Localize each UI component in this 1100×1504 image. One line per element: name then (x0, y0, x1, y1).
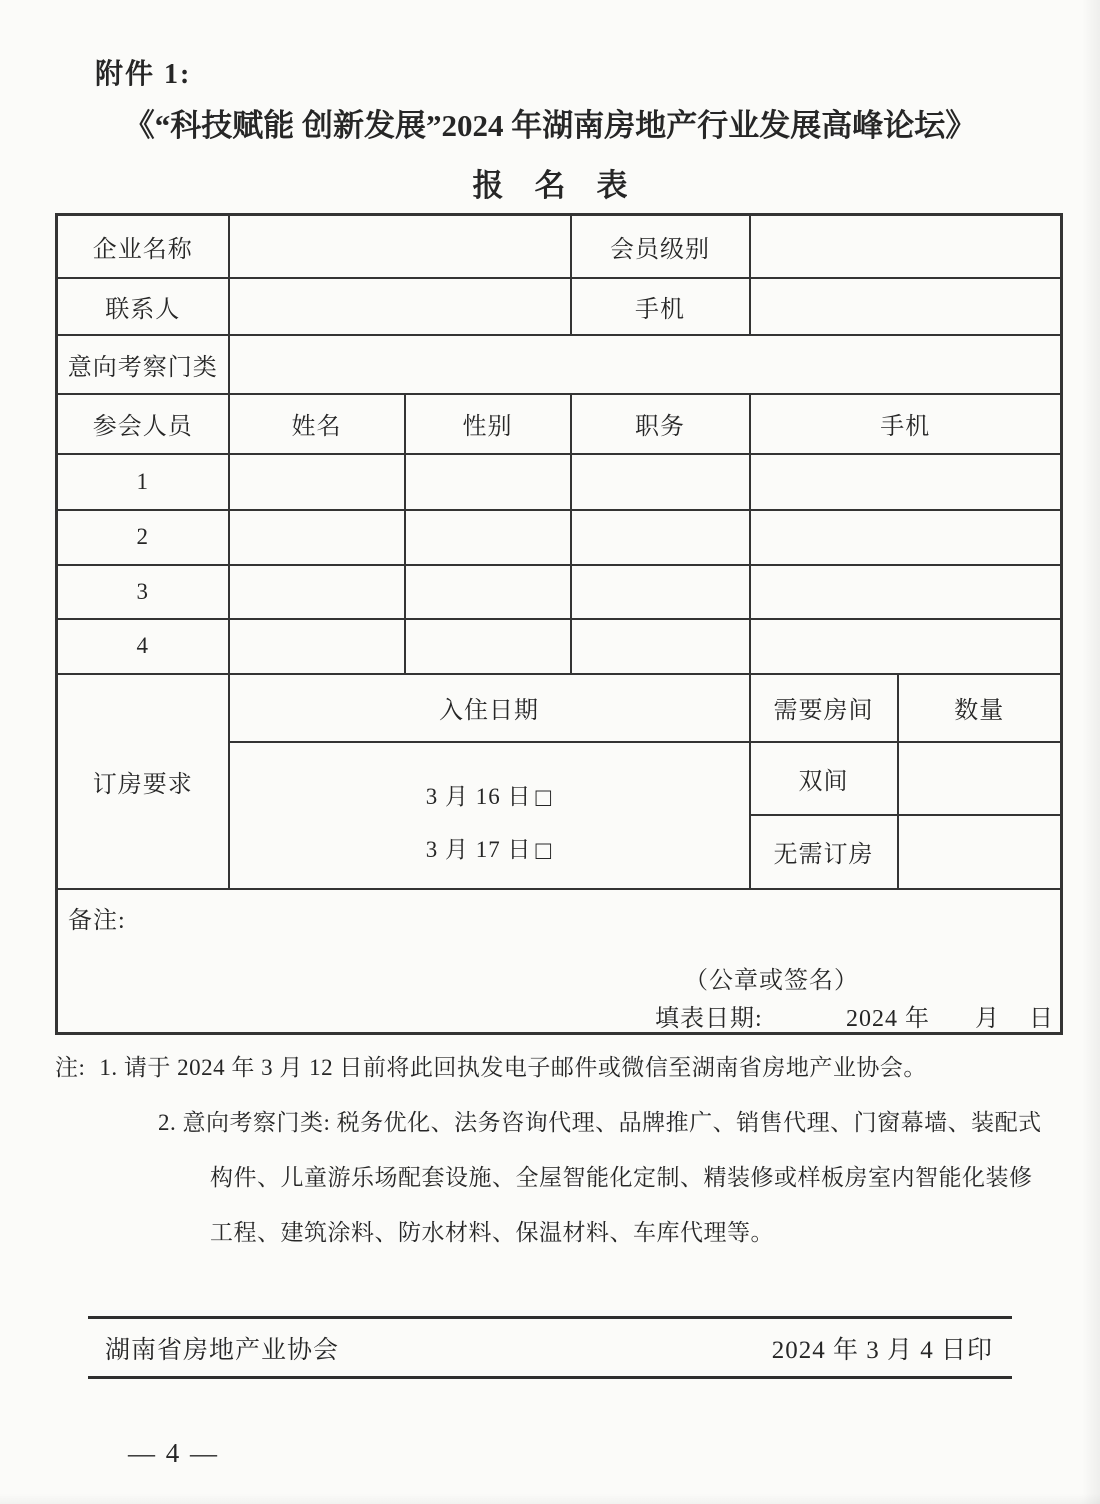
attendee-4-mobile-input[interactable] (750, 619, 1062, 674)
attendee-4-gender-input[interactable] (405, 619, 571, 674)
fill-date-year: 2024 年 (846, 1005, 930, 1032)
gender-header: 性别 (405, 394, 571, 454)
footer-row (105, 1330, 993, 1366)
name-header: 姓名 (229, 394, 405, 454)
member-level-label: 会员级别 (571, 215, 750, 278)
attendee-row-3 (57, 565, 1062, 619)
attendee-1-mobile-input[interactable] (750, 454, 1062, 510)
rooms-needed-header: 需要房间 (750, 674, 898, 742)
table-row (57, 335, 1062, 394)
fill-date-month: 月 (975, 1005, 1000, 1032)
attachment-label: 附件 1: (95, 59, 192, 90)
checkin-date-header: 入住日期 (229, 674, 750, 742)
attendee-3-number: 3 (57, 565, 229, 619)
notes-section (55, 1040, 1055, 1260)
attendee-1-gender-input[interactable] (405, 454, 571, 510)
checkin-date-options (229, 742, 750, 889)
footer-bottom-rule (88, 1376, 1012, 1379)
remarks-row (57, 889, 1062, 1034)
company-name-label: 企业名称 (57, 215, 229, 278)
attendee-1-name-input[interactable] (229, 454, 405, 510)
attendee-2-gender-input[interactable] (405, 510, 571, 565)
attendee-4-name-input[interactable] (229, 619, 405, 674)
table-row (57, 278, 1062, 335)
fill-date-label: 填表日期: (655, 1005, 763, 1032)
page-title: 《“科技赋能 创新发展”2024 年湖南房地产行业发展高峰论坛》 (123, 108, 977, 143)
no-room-label: 无需订房 (750, 815, 898, 889)
issuing-organization: 湖南省房地产业协会 (105, 1337, 340, 1364)
attendee-1-position-input[interactable] (571, 454, 750, 510)
contact-mobile-input[interactable] (750, 278, 1062, 335)
scan-shadow-right (1082, 0, 1100, 1504)
position-header: 职务 (571, 394, 750, 454)
attendee-2-name-input[interactable] (229, 510, 405, 565)
mobile-header: 手机 (750, 394, 1062, 454)
attendee-3-mobile-input[interactable] (750, 565, 1062, 619)
seal-or-signature-hint: （公章或签名） (684, 967, 859, 994)
march-17-checkbox[interactable]: □ (535, 836, 553, 865)
booking-header-row (57, 674, 1062, 742)
attendee-1-number: 1 (57, 454, 229, 510)
remarks-cell[interactable] (57, 889, 1062, 1034)
note-item-2: 2. 意向考察门类: 税务优化、法务咨询代理、品牌推广、销售代理、门窗幕墙、装配式构件、儿童游乐场配套设施、全屋智能化定制、精装修或样板房室内智能化装修工程、建筑涂料、防水材料、保温材料、车库代理等。 (158, 1110, 1042, 1245)
company-name-input[interactable] (229, 215, 571, 278)
march-16-checkbox[interactable]: □ (535, 783, 553, 812)
contact-person-input[interactable] (229, 278, 571, 335)
booking-label: 订房要求 (57, 674, 229, 889)
attendee-3-position-input[interactable] (571, 565, 750, 619)
contact-person-label: 联系人 (57, 278, 229, 335)
note-item-1-text: 1. 请于 2024 年 3 月 12 日前将此回执发电子邮件或微信至湖南省房地产业协会。 (99, 1055, 927, 1080)
form-title: 报 名 表 (472, 168, 628, 203)
page-number: — 4 — (128, 1438, 219, 1468)
print-date: 2024 年 3 月 4 日印 (771, 1337, 993, 1364)
contact-mobile-label: 手机 (571, 278, 750, 335)
attendee-4-position-input[interactable] (571, 619, 750, 674)
attendee-2-position-input[interactable] (571, 510, 750, 565)
attendee-2-mobile-input[interactable] (750, 510, 1062, 565)
registration-form-table (55, 213, 1063, 1035)
fill-date-day: 日 (1029, 1005, 1054, 1032)
attendee-header-row (57, 394, 1062, 454)
note-prefix: 注: (55, 1055, 86, 1080)
attendees-header: 参会人员 (57, 394, 229, 454)
attendee-2-number: 2 (57, 510, 229, 565)
inspection-category-label: 意向考察门类 (57, 335, 229, 394)
scan-shadow-bottom (0, 1494, 1100, 1504)
double-room-qty-input[interactable] (898, 742, 1062, 815)
double-room-label: 双间 (750, 742, 898, 815)
inspection-category-input[interactable] (229, 335, 1062, 394)
attendee-row-2 (57, 510, 1062, 565)
quantity-header: 数量 (898, 674, 1062, 742)
no-room-qty-input[interactable] (898, 815, 1062, 889)
attendee-3-gender-input[interactable] (405, 565, 571, 619)
date-option-march-16 (230, 770, 749, 823)
date-option-march-17-label: 3 月 17 日 (425, 837, 532, 862)
attendee-row-1 (57, 454, 1062, 510)
table-row (57, 215, 1062, 278)
attendee-3-name-input[interactable] (229, 565, 405, 619)
date-option-march-16-label: 3 月 16 日 (425, 784, 532, 809)
attendee-row-4 (57, 619, 1062, 674)
remarks-label: 备注: (68, 907, 126, 934)
attendee-4-number: 4 (57, 619, 229, 674)
member-level-input[interactable] (750, 215, 1062, 278)
date-option-march-17 (230, 823, 749, 876)
note-item-1 (55, 1040, 1055, 1095)
footer-top-rule (88, 1316, 1012, 1319)
